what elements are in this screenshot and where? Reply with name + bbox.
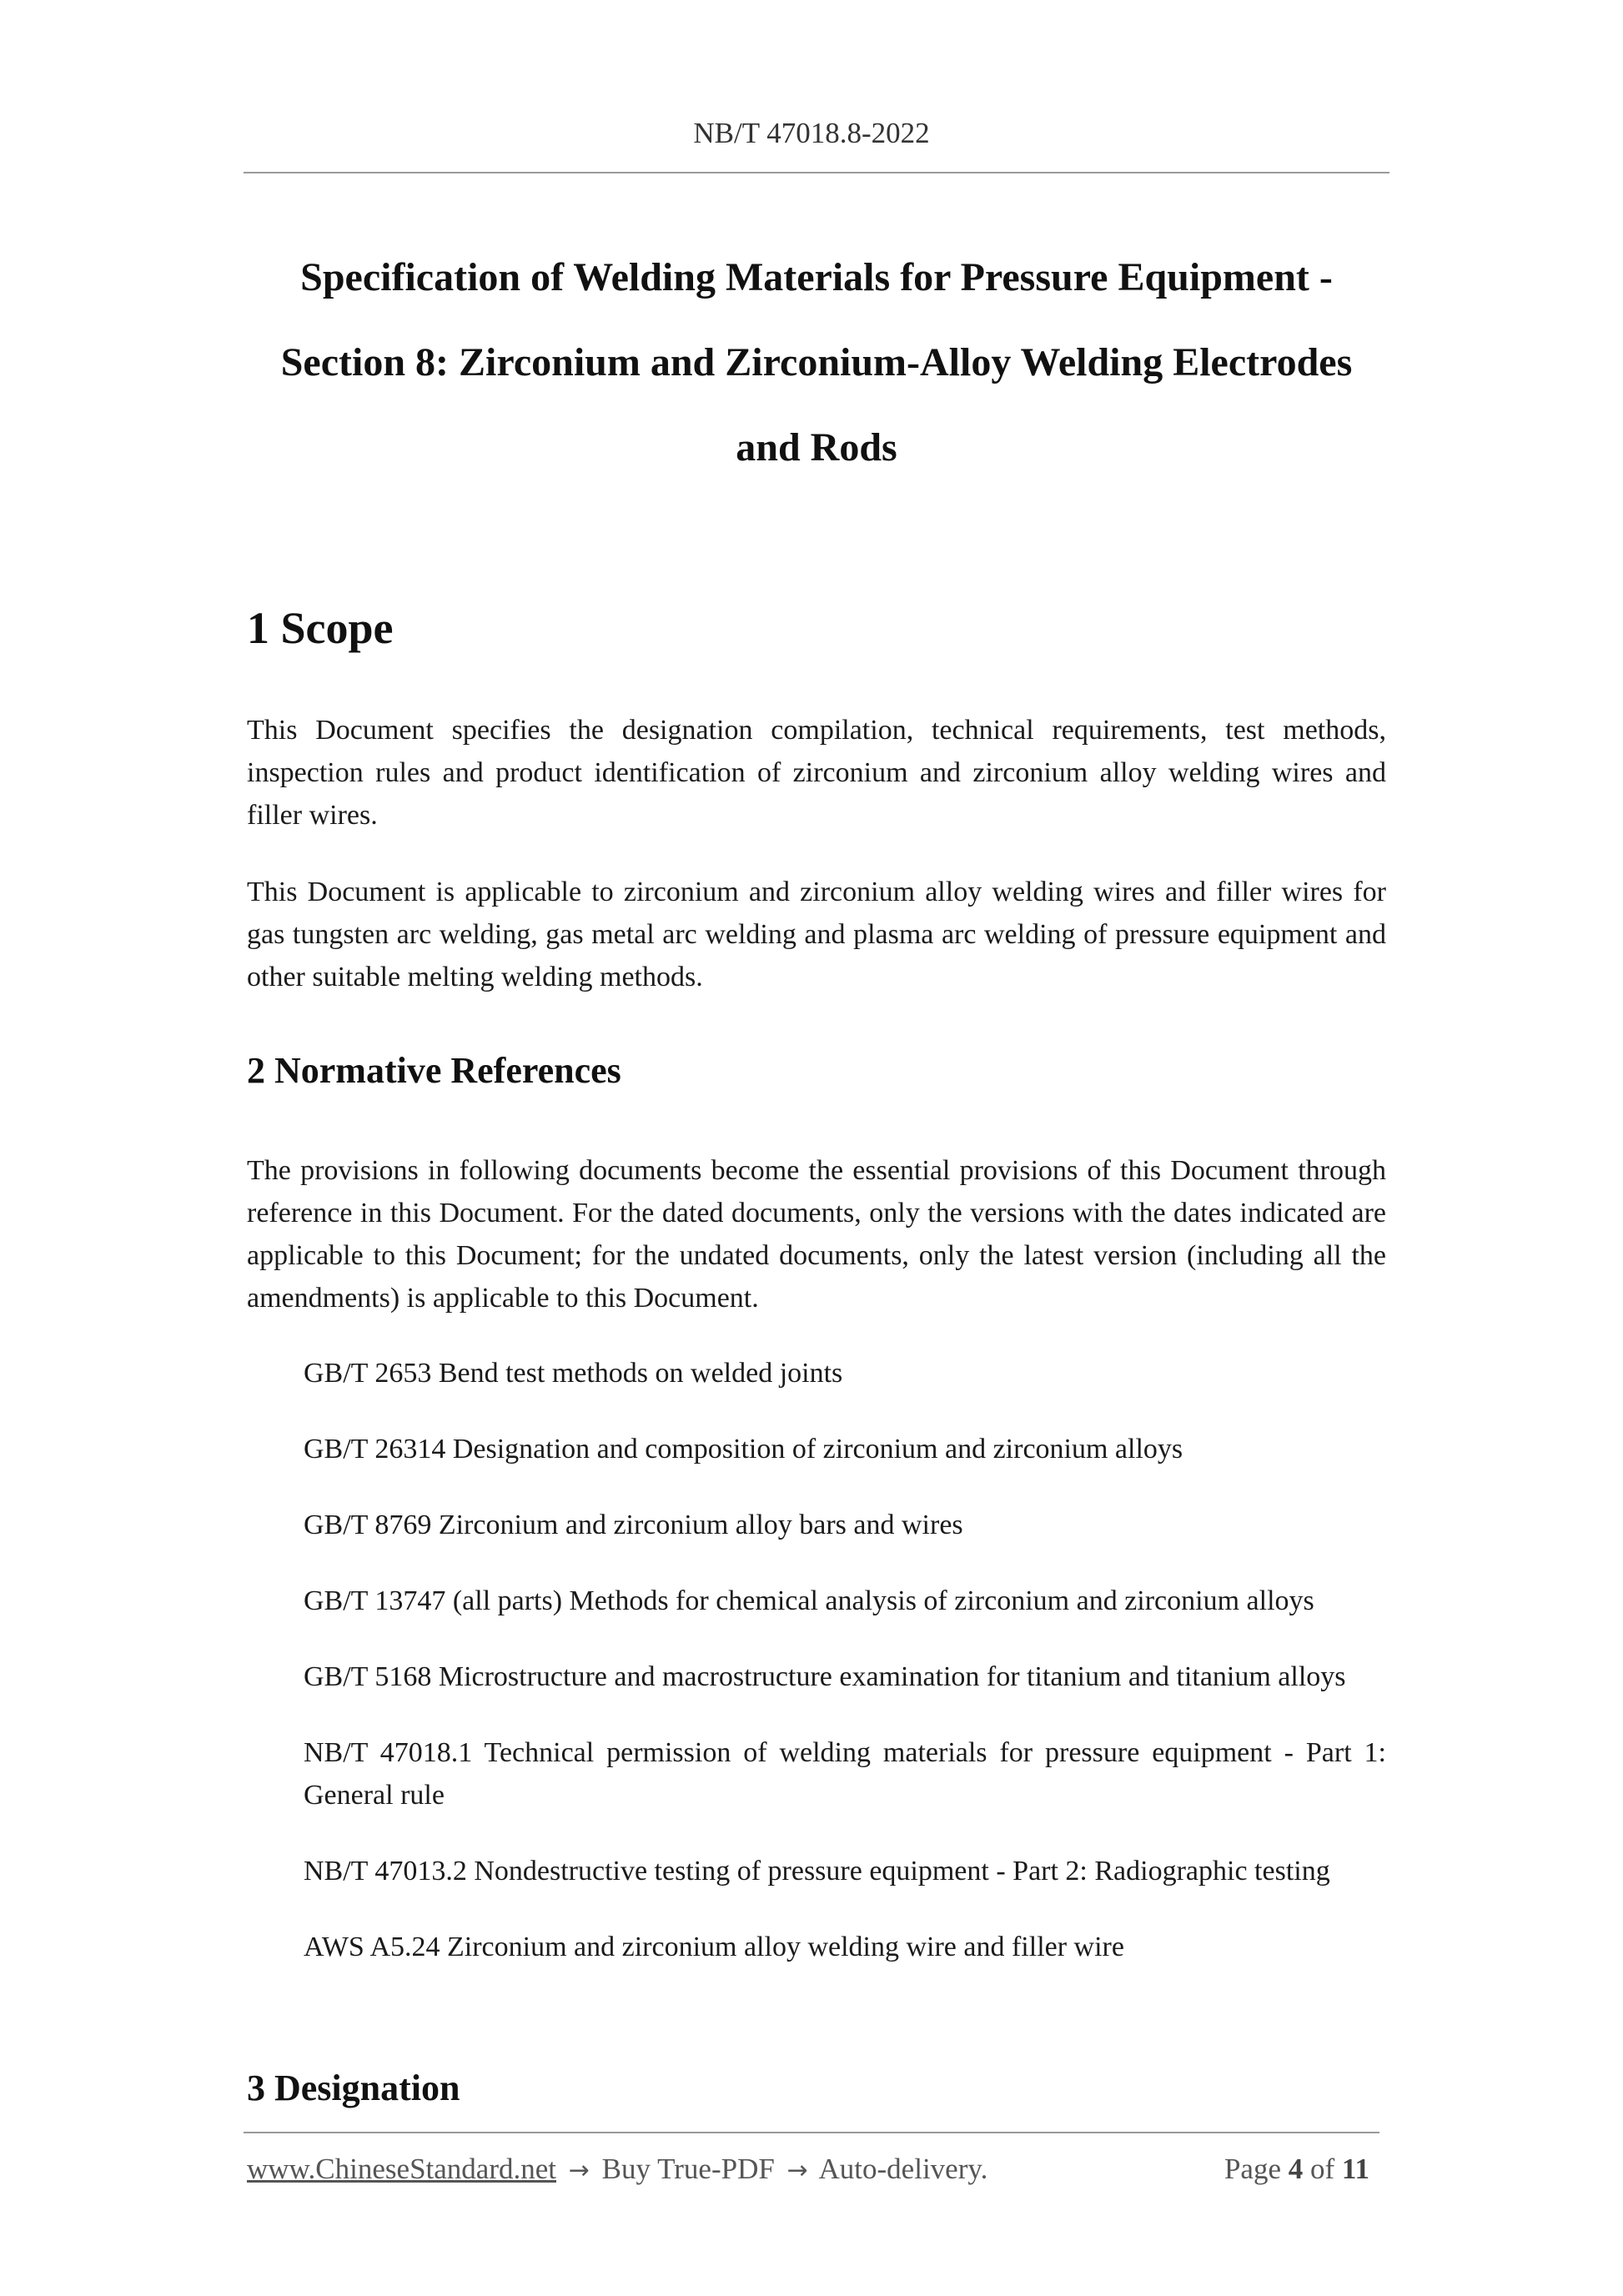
section-heading-normative-references: 2 Normative References [247, 1050, 621, 1091]
scope-paragraph-2: This Document is applicable to zirconium and zirconium alloy welding wires and filler wires for gas tungsten arc welding, gas metal arc welding and plasma arc welding of pressure equipment and other suitable melting welding methods. [247, 877, 1386, 992]
title-line-1: Specification of Welding Materials for Pressure Equipment - [300, 255, 1333, 299]
reference-item: GB/T 5168 Microstructure and macrostructure examination for titanium and titanium alloys [304, 1661, 1346, 1692]
page-label: Page [1224, 2153, 1282, 2185]
reference-item: GB/T 26314 Designation and composition of zirconium and zirconium alloys [304, 1434, 1183, 1465]
buy-true-pdf-text: Buy True-PDF [601, 2153, 775, 2185]
reference-item: NB/T 47018.1 Technical permission of welding materials for pressure equipment - Part 1: General rule [304, 1737, 1386, 1811]
page-footer [247, 2153, 1379, 2186]
right-arrow-icon: → [568, 2156, 590, 2185]
document-title [244, 235, 1389, 490]
reference-item: GB/T 8769 Zirconium and zirconium alloy bars and wires [304, 1510, 963, 1540]
header-divider [244, 172, 1389, 173]
title-line-3: and Rods [736, 425, 897, 470]
of-label: of [1310, 2153, 1335, 2185]
reference-item: GB/T 13747 (all parts) Methods for chemical analysis of zirconium and zirconium alloys [304, 1585, 1314, 1616]
section-heading-scope: 1 Scope [247, 603, 394, 653]
section-heading-designation: 3 Designation [247, 2067, 460, 2108]
current-page-number: 4 [1288, 2153, 1304, 2185]
auto-delivery-text: Auto-delivery. [818, 2153, 988, 2185]
reference-list [304, 1352, 1386, 2002]
reference-item: AWS A5.24 Zirconium and zirconium alloy welding wire and filler wire [304, 1932, 1124, 1962]
reference-item: NB/T 47013.2 Nondestructive testing of pressure equipment - Part 2: Radiographic testing [304, 1856, 1330, 1887]
document-code-header: NB/T 47018.8-2022 [693, 117, 930, 149]
footer-divider [244, 2132, 1379, 2133]
reference-item: GB/T 2653 Bend test methods on welded joints [304, 1358, 843, 1389]
website-link[interactable]: www.ChineseStandard.net [247, 2153, 556, 2185]
scope-paragraph-1: This Document specifies the designation compilation, technical requirements, test methods, inspection rules and product identification of zirconium and zirconium alloy welding wires and filler wires. [247, 715, 1386, 831]
right-arrow-icon: → [786, 2156, 808, 2185]
title-line-2: Section 8: Zirconium and Zirconium-Alloy Welding Electrodes [280, 340, 1353, 384]
normative-references-intro: The provisions in following documents become the essential provisions of this Document through reference in this Document. For the dated documents, only the versions with the dates indicated are applicable to this Document; for the undated documents, only the latest version (including all the amendments) is applicable to this Document. [247, 1155, 1386, 1314]
total-page-count: 11 [1341, 2153, 1369, 2185]
page-indicator [1224, 2153, 1369, 2186]
